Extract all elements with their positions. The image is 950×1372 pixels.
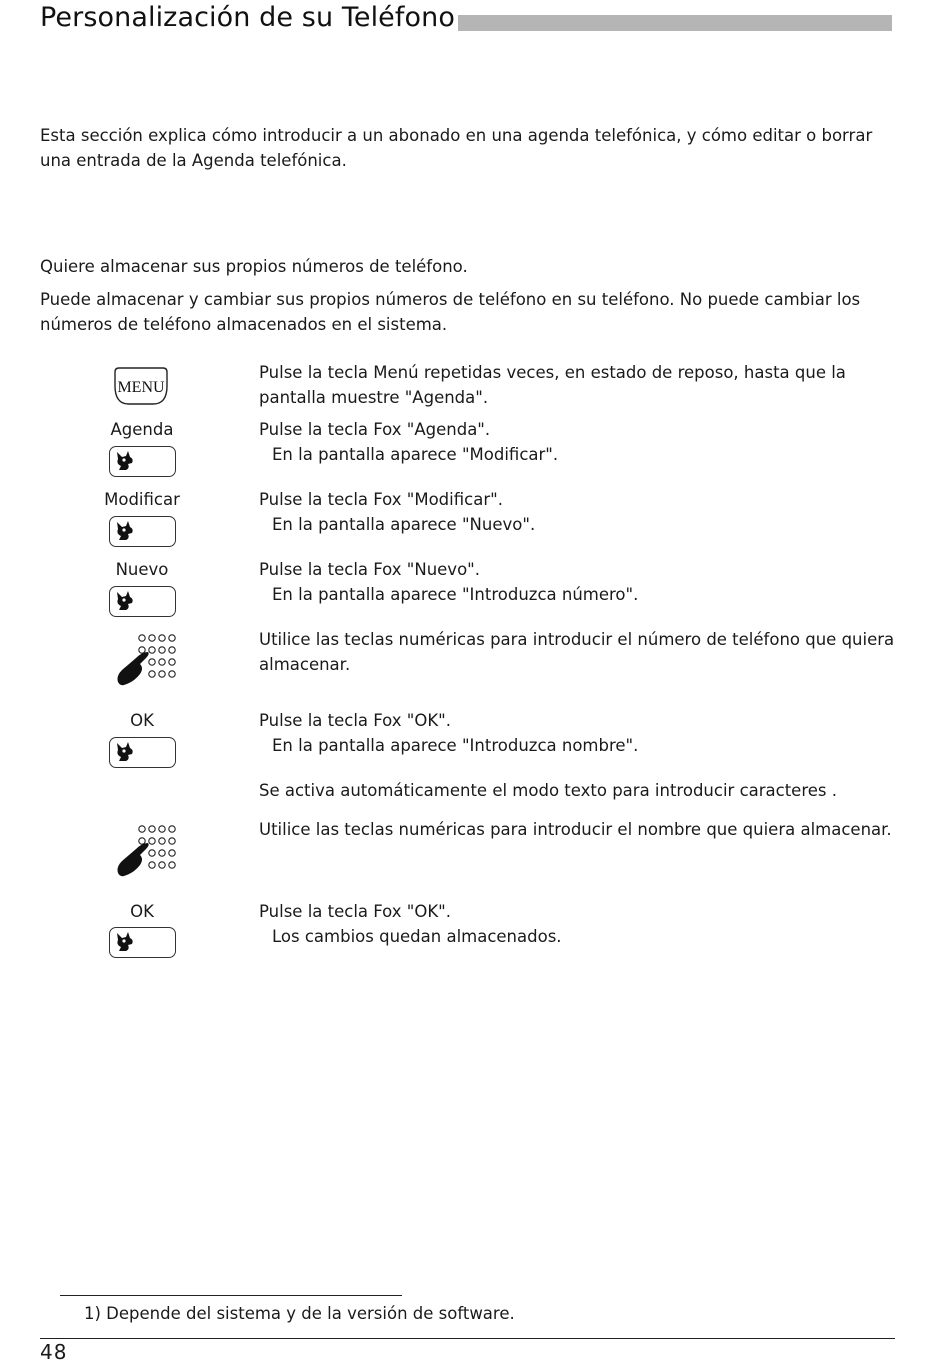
step-1-text: Pulse la tecla Menú repetidas veces, en estado de reposo, hasta que la pantalla muestre "Agenda". (259, 363, 846, 407)
step-6-key-label: OK (130, 711, 154, 730)
step-8-text: Utilice las teclas numéricas para introducir el nombre que quiera almacenar. (259, 820, 892, 839)
fox-key-icon (109, 586, 176, 617)
fox-key-icon (109, 446, 176, 477)
step-4-result: En la pantalla aparece "Introduzca número". (272, 584, 639, 604)
step-5-text: Utilice las teclas numéricas para introducir el número de teléfono que quiera almacenar. (259, 630, 895, 674)
step-4-text (259, 558, 899, 607)
step-9-key-label: OK (130, 902, 154, 921)
page-title: Personalización de su Teléfono (40, 2, 455, 33)
step-3-instruction: Pulse la tecla Fox "Modificar". (259, 490, 503, 509)
step-2-text (259, 418, 899, 467)
step-2-result: En la pantalla aparece "Modificar". (272, 444, 559, 464)
step-9-result: Los cambios quedan almacenados. (272, 926, 562, 946)
step-9-instruction: Pulse la tecla Fox "OK". (259, 902, 451, 921)
step-6-result: En la pantalla aparece "Introduzca nombre". (272, 735, 639, 755)
step-2-instruction: Pulse la tecla Fox "Agenda". (259, 420, 491, 439)
fox-key-icon (109, 516, 176, 547)
step-3-key-label: Modificar (104, 490, 180, 509)
step-9-text (259, 900, 899, 949)
footnote: 1) Depende del sistema y de la versión de software. (84, 1304, 515, 1323)
step-4-instruction: Pulse la tecla Fox "Nuevo". (259, 560, 481, 579)
step-4-key-label: Nuevo (115, 560, 169, 579)
page-number: 48 (40, 1340, 68, 1364)
keypad-hand-icon (114, 823, 184, 883)
intro-paragraph: Esta sección explica cómo introducir a un abonado en una agenda telefónica, y cómo editar o borrar una entrada de la Agenda telefónica. (40, 126, 873, 170)
goal-paragraph: Quiere almacenar sus propios números de teléfono. (40, 257, 468, 276)
menu-key-text: MENU (117, 379, 165, 396)
title-decoration-bar (458, 15, 892, 31)
fox-key-icon (109, 927, 176, 958)
step-6-text (259, 709, 899, 758)
step-3-result: En la pantalla aparece "Nuevo". (272, 514, 536, 534)
footnote-divider (60, 1295, 402, 1296)
step-3-text (259, 488, 899, 537)
menu-key-icon (113, 366, 169, 410)
description-paragraph: Puede almacenar y cambiar sus propios números de teléfono en su teléfono. No puede cambiar los números de teléfono almacenados en el sistema. (40, 290, 861, 334)
fox-key-icon (109, 737, 176, 768)
step-6-instruction: Pulse la tecla Fox "OK". (259, 711, 451, 730)
footer-divider (40, 1338, 895, 1339)
step-2-key-label: Agenda (110, 420, 174, 439)
keypad-hand-icon (114, 632, 184, 692)
step-7-text: Se activa automáticamente el modo texto para introducir caracteres . (259, 781, 837, 800)
